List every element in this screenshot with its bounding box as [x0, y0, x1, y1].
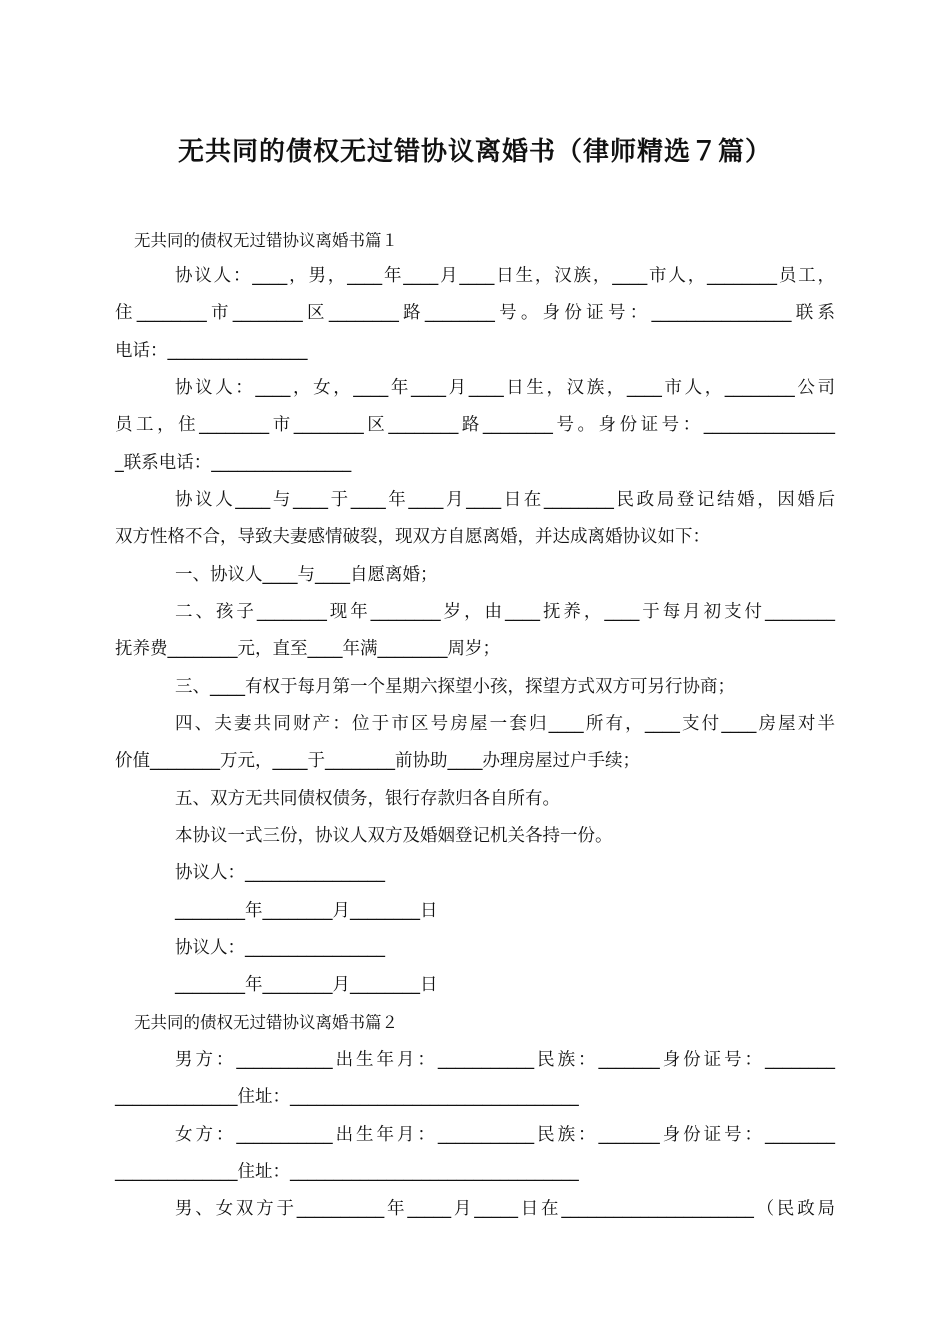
paragraph-line: 男方：___________出生年月：___________民族：_______身份证号：________	[175, 1050, 835, 1070]
paragraph-line: 协议人：____，男，____年____月____日生，汉族，____市人，________员工，	[175, 266, 835, 286]
paragraph-line: 抚养费________元，直至____年满________周岁；	[115, 639, 500, 659]
paragraph-line: 二、孩子________现年________岁，由____抚养，____于每月初支付________	[175, 602, 835, 622]
document-title: 无共同的债权无过错协议离婚书（律师精选７篇）	[177, 137, 772, 167]
paragraph-line: 价值________万元，____于________前协助____办理房屋过户手续；	[115, 751, 640, 771]
section-heading: 无共同的债权无过错协议离婚书篇１	[134, 231, 398, 250]
signature-line: 协议人：________________	[175, 938, 385, 958]
paragraph-line: _联系电话：________________	[115, 453, 352, 473]
paragraph-line: 协议人____与____于____年____月____日在________民政局登记结婚，因婚后	[175, 490, 835, 510]
paragraph-line: 男、女双方于__________年_____月_____日在______________________（民政局	[175, 1199, 835, 1219]
paragraph-line: 本协议一式三份，协议人双方及婚姻登记机关各持一份。	[175, 826, 613, 846]
signature-line: 协议人：________________	[175, 863, 385, 883]
paragraph-line: 住________市________区________路________号。身份证号：________________联系	[115, 303, 835, 323]
section-heading: 无共同的债权无过错协议离婚书篇２	[134, 1013, 398, 1032]
paragraph-line: 四、夫妻共同财产：位于市区号房屋一套归____所有，____支付____房屋对半	[175, 714, 835, 734]
paragraph-line: 五、双方无共同债权债务，银行存款归各自所有。	[175, 789, 560, 809]
paragraph-line: 电话：________________	[115, 341, 308, 361]
paragraph-line: ______________住址：_________________________________	[115, 1162, 579, 1182]
date-line: ________年________月________日	[175, 901, 438, 921]
paragraph-line: 员工，住________市________区________路________号。身份证号：_______________	[115, 415, 835, 435]
date-line: ________年________月________日	[175, 975, 438, 995]
paragraph-line: 一、协议人____与____自愿离婚；	[175, 565, 438, 585]
paragraph-line: ______________住址：_________________________________	[115, 1087, 579, 1107]
paragraph-line: 双方性格不合，导致夫妻感情破裂，现双方自愿离婚，并达成离婚协议如下：	[115, 527, 710, 547]
paragraph-line: 女方：___________出生年月：___________民族：_______身份证号：________	[175, 1125, 835, 1145]
paragraph-line: 三、____有权于每月第一个星期六探望小孩，探望方式双方可另行协商；	[175, 677, 735, 697]
paragraph-line: 协议人：____，女，____年____月____日生，汉族，____市人，________公司	[175, 378, 835, 398]
